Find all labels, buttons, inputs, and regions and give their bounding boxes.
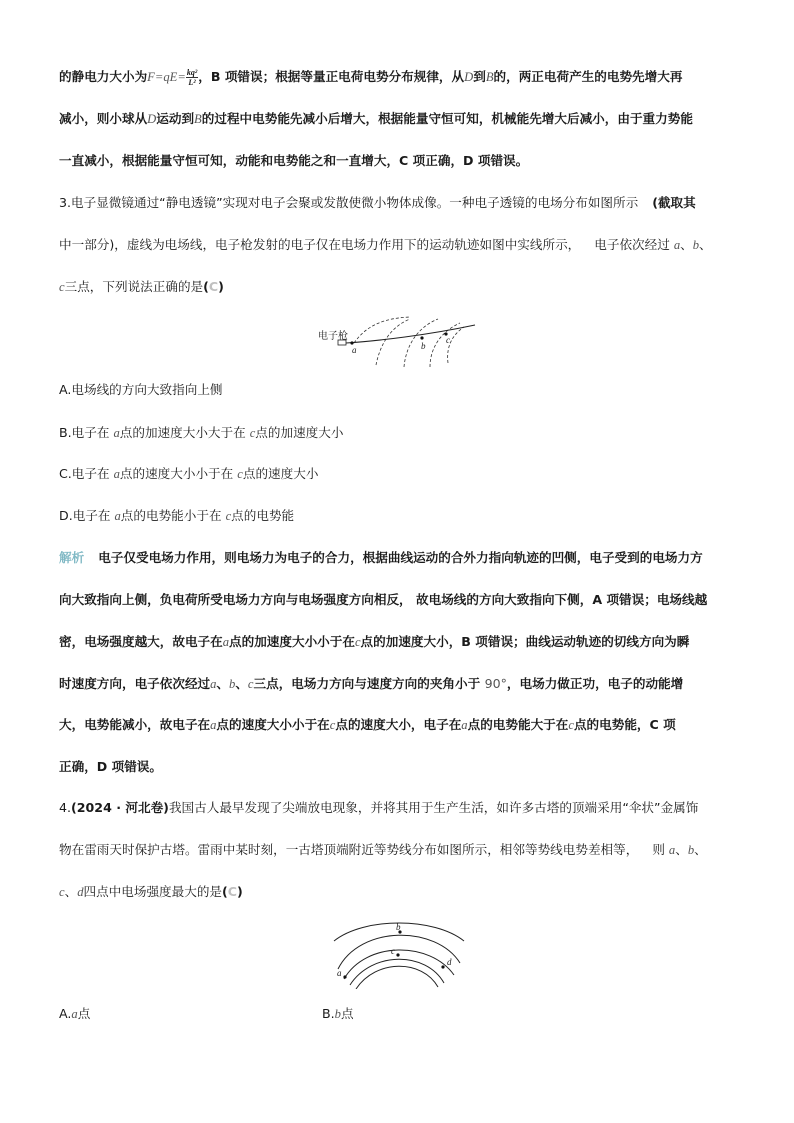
point-label: a — [668, 843, 676, 857]
field-line — [354, 317, 410, 343]
q2-line-3: 一直减小，根据能量守恒可知，动能和电势能之和一直增大，C 项正确，D 项错误。 — [59, 153, 529, 168]
label-c: c — [446, 335, 450, 345]
q3-explain-3 — [59, 633, 736, 651]
text: 点的电势能大于在 — [467, 717, 569, 732]
gun-label: 电子枪 — [318, 331, 348, 342]
point-label: c — [59, 885, 65, 899]
answer-mark: C — [227, 884, 238, 899]
text: 点的速度大小 — [242, 466, 319, 481]
text: 、 — [699, 237, 712, 252]
equipotential-line — [356, 966, 438, 989]
text: 减小，则小球从 — [59, 111, 148, 126]
q3-explain-4 — [59, 675, 736, 693]
label-b: b — [396, 922, 401, 932]
q3-explain-6: 正确，D 项错误。 — [59, 759, 162, 774]
label-a: a — [337, 968, 342, 978]
text: B. — [322, 1006, 335, 1021]
text: C.电子在 — [59, 466, 110, 481]
paren: ) — [218, 279, 224, 294]
point-label: b — [692, 238, 700, 252]
text: 中一部分)，虚线为电场线，电子枪发射的电子仅在电场力作用下的运动轨迹如图中实线所示， — [59, 237, 581, 252]
text: 点的速度大小，电子在 — [335, 717, 462, 732]
text: 四点中电场强度最大的是 — [83, 884, 223, 899]
q4-option-b — [322, 1005, 354, 1023]
angle-value: 90° — [484, 676, 507, 691]
text: 点 — [340, 1006, 354, 1021]
point-label: a — [210, 718, 217, 732]
fraction-denominator: L² — [188, 78, 196, 87]
q3-option-a: A.电场线的方向大致指向上侧 — [59, 382, 223, 397]
text: 、 — [64, 884, 78, 899]
point-label: a — [113, 467, 120, 481]
text: 点的电势能 — [231, 508, 295, 523]
q3-explain-5 — [59, 716, 736, 734]
text: 三点，下列说法正确的是 — [64, 279, 204, 294]
text: 大，电势能减小，故电子在 — [59, 717, 211, 732]
text: A. — [59, 1006, 72, 1021]
question-number: 4. — [59, 800, 72, 815]
text: 的过程中电势能先减小后增大，根据能量守恒可知，机械能先增大后减小，由于重力势能 — [201, 111, 693, 126]
text: 点 — [77, 1006, 91, 1021]
point-label: c — [249, 426, 256, 440]
formula: F=qE= — [147, 70, 186, 84]
point-label: B — [194, 112, 202, 126]
label-c: c — [391, 946, 395, 956]
paren: ( — [222, 884, 228, 899]
q4-stem-2 — [59, 841, 736, 859]
point-label: B — [485, 70, 494, 84]
electron-lens-figure — [318, 313, 478, 369]
text: 到 — [473, 69, 486, 84]
text: 点的加速度大小大于在 — [119, 425, 246, 440]
text: 物在雷雨天时保护古塔。雷雨中某时刻，一古塔顶端附近等势线分布如图所示，相邻等势线电势差相等， — [59, 842, 639, 857]
q3-explain-1 — [59, 549, 736, 567]
text: 、 — [675, 842, 688, 857]
label-a: a — [352, 345, 357, 355]
point-a — [343, 975, 346, 978]
text: 点的电势能小于在 — [120, 508, 222, 523]
question-source: (2024 · 河北卷) — [71, 800, 169, 815]
text: 3.电子显微镜通过“静电透镜”实现对电子会聚或发散使微小物体成像。一种电子透镜的电场分布如图所示 — [59, 195, 639, 210]
point-c — [396, 953, 399, 956]
paren: ( — [203, 279, 209, 294]
point-label: c — [59, 280, 65, 294]
q3-option-d — [59, 507, 736, 525]
text: 我国古人最早发现了尖端放电现象，并将其用于生产生活，如许多古塔的顶端采用“伞状”金属饰 — [168, 800, 699, 815]
q3-option-b — [59, 424, 736, 442]
text: 的，两正电荷产生的电势先增大再 — [493, 69, 683, 84]
point-label: a — [114, 509, 121, 523]
point-label: b — [334, 1007, 341, 1021]
q2-line-1 — [59, 68, 736, 87]
text: 点的电势能，C 项 — [573, 717, 676, 732]
field-line — [376, 319, 410, 365]
point-label: c — [247, 677, 254, 691]
paren: ) — [237, 884, 243, 899]
text: 则 — [652, 842, 665, 857]
answer-mark: C — [208, 279, 219, 294]
equipotential-figure — [330, 913, 470, 989]
point-label: c — [237, 467, 243, 481]
text: 点的加速度大小小于在 — [229, 634, 355, 649]
q4-stem-3 — [59, 883, 736, 901]
field-line — [448, 327, 464, 363]
explanation-label: 解析 — [59, 550, 85, 565]
text: B.电子在 — [59, 425, 110, 440]
equipotential-line — [350, 959, 444, 985]
text: 点的加速度大小，B 项错误；曲线运动轨迹的切线方向为瞬 — [360, 634, 690, 649]
text: 运动到 — [156, 111, 195, 126]
field-line — [430, 323, 460, 367]
q4-option-a — [59, 1005, 90, 1023]
point-label: c — [329, 718, 336, 732]
text: 、 — [694, 842, 707, 857]
text: 、 — [680, 237, 693, 252]
text: 三点，电场力方向与速度方向的夹角小于 — [253, 676, 481, 691]
text: 点的加速度大小 — [255, 425, 344, 440]
q4-stem-1 — [59, 799, 736, 817]
point-label: a — [210, 677, 217, 691]
point-label: c — [225, 509, 232, 523]
q3-stem-3 — [59, 278, 736, 296]
point-d — [441, 965, 444, 968]
label-b: b — [421, 341, 426, 351]
point-label: a — [71, 1007, 78, 1021]
fraction-numerator: kq² — [186, 68, 198, 77]
text: ，B 项错误；根据等量正电荷电势分布规律，从 — [198, 69, 465, 84]
q3-explain-2: 向大致指向上侧，负电荷所受电场力方向与电场强度方向相反， 故电场线的方向大致指向下侧，A 项错误；电场线越 — [59, 592, 708, 607]
point-label: D — [147, 112, 157, 126]
text: D.电子在 — [59, 508, 111, 523]
point-label: b — [687, 843, 695, 857]
text: ，电场力做正功，电子的动能增 — [506, 676, 684, 691]
text: 时速度方向，电子依次经过 — [59, 676, 211, 691]
point-label: a — [222, 635, 230, 649]
text: 密，电场强度越大，故电子在 — [59, 634, 223, 649]
point-label: c — [354, 635, 361, 649]
fraction — [186, 68, 198, 87]
text: 电子仅受电场力作用，则电场力为电子的合力，根据曲线运动的合外力指向轨迹的凹侧，电子受到的电场力方 — [98, 550, 703, 565]
point-label: a — [673, 238, 681, 252]
text: 的静电力大小为 — [59, 69, 148, 84]
text: (截取其 — [652, 195, 696, 210]
point-label: b — [229, 677, 236, 691]
text: 点的速度大小小于在 — [119, 466, 234, 481]
point-label: a — [461, 718, 468, 732]
point-label: c — [568, 718, 574, 732]
text: 、 — [235, 676, 248, 691]
point-label: d — [77, 885, 84, 899]
q3-option-c — [59, 465, 736, 483]
text: 点的速度大小小于在 — [216, 717, 330, 732]
point-label: D — [464, 70, 474, 84]
q2-line-2 — [59, 110, 736, 128]
point-b — [420, 336, 423, 339]
text: 、 — [216, 676, 230, 691]
label-d: d — [447, 957, 452, 967]
point-label: a — [113, 426, 120, 440]
text: 电子依次经过 — [594, 237, 670, 252]
q3-stem-2 — [59, 236, 736, 254]
q3-stem-1 — [59, 194, 736, 212]
